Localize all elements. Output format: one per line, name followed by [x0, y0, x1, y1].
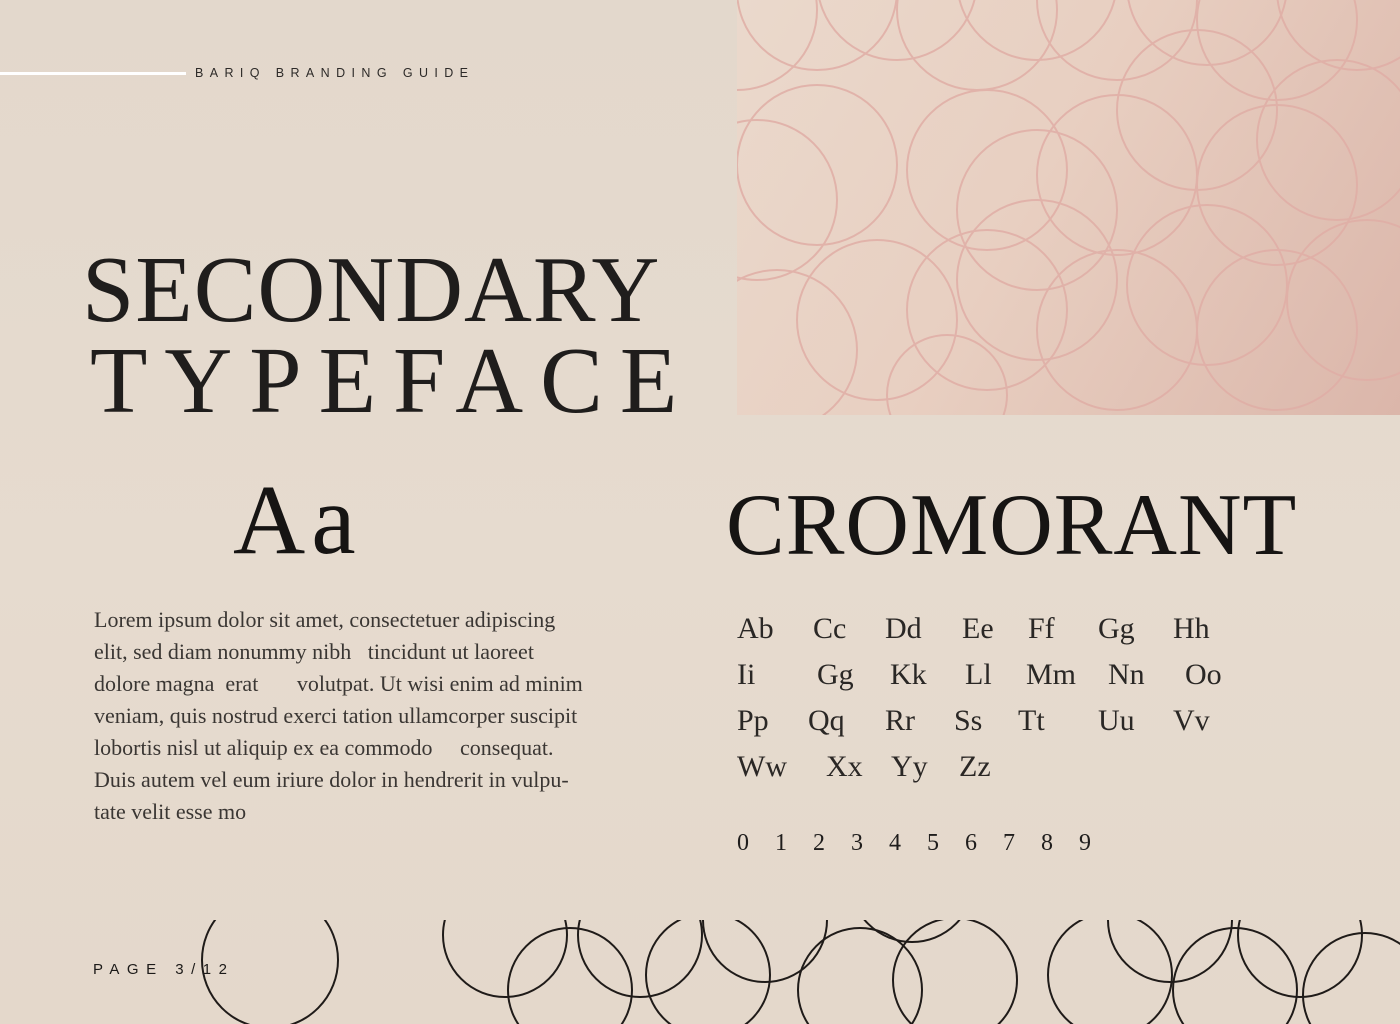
glyph-pair: Mm: [1026, 658, 1077, 691]
glyph-pair: Cc: [813, 612, 847, 645]
glyph-pair: Zz: [959, 750, 991, 783]
alphabet-row: [737, 698, 1357, 744]
glyph-pair: Ii: [737, 658, 756, 691]
body-line: tate velit esse mo: [94, 799, 247, 824]
glyph-pair: Ab: [737, 612, 774, 645]
body-line: dolore magna erat volutpat. Ut wisi enim ad minim: [94, 671, 583, 696]
glyph-pair: Yy: [891, 750, 928, 783]
glyph-pair: Hh: [1173, 612, 1210, 645]
glyph-pair: Ss: [954, 704, 983, 737]
brand-label: BARIQ BRANDING GUIDE: [195, 66, 475, 80]
glyph-pair: Uu: [1098, 704, 1135, 737]
glyph-pair: Rr: [885, 704, 915, 737]
glyph-pair: Gg: [1098, 612, 1135, 645]
glyph-pair: Kk: [890, 658, 927, 691]
numeral-specimen: 0 1 2 3 4 5 6 7 8 9: [737, 830, 1101, 856]
body-line: Duis autem vel eum iriure dolor in hendrerit in vulpu-: [94, 767, 569, 792]
glyph-pair: Vv: [1173, 704, 1210, 737]
glyph-pair: Gg: [817, 658, 854, 691]
glyph-pair: Ll: [965, 658, 992, 691]
circle-pattern-graphic: [737, 0, 1400, 415]
alphabet-row: [737, 606, 1357, 652]
glyph-pair: Pp: [737, 704, 769, 737]
body-line: veniam, quis nostrud exerci tation ullamcorper suscipit: [94, 703, 578, 728]
glyph-pair: Ff: [1028, 612, 1055, 645]
body-line: elit, sed diam nonummy nibh tincidunt ut laoreet: [94, 639, 534, 664]
page-number: PAGE 3/12: [93, 961, 235, 978]
glyph-pair: Ww: [737, 750, 787, 783]
glyph-pair: Nn: [1108, 658, 1145, 691]
page-title-line-2: TYPEFACE: [90, 329, 695, 433]
decorative-circle-pattern: [737, 0, 1400, 415]
alphabet-row: [737, 652, 1357, 698]
header-rule: [0, 72, 186, 75]
glyph-pair: Ee: [962, 612, 994, 645]
glyph-pair: Tt: [1018, 704, 1045, 737]
body-line: lobortis nisl ut aliquip ex ea commodo consequat.: [94, 735, 554, 760]
glyph-pair: Oo: [1185, 658, 1222, 691]
alphabet-specimen: [737, 606, 1357, 790]
body-line: Lorem ipsum dolor sit amet, consectetuer adipiscing: [94, 607, 556, 632]
lorem-body-text: [94, 604, 654, 828]
glyph-pair: Qq: [808, 704, 845, 737]
typeface-sample-glyphs: Aa: [233, 464, 362, 575]
page-title-line-1: SECONDARY: [82, 238, 661, 342]
typeface-name: CROMORANT: [726, 477, 1298, 574]
glyph-pair: Xx: [826, 750, 863, 783]
glyph-pair: Dd: [885, 612, 922, 645]
alphabet-row: [737, 744, 1357, 790]
